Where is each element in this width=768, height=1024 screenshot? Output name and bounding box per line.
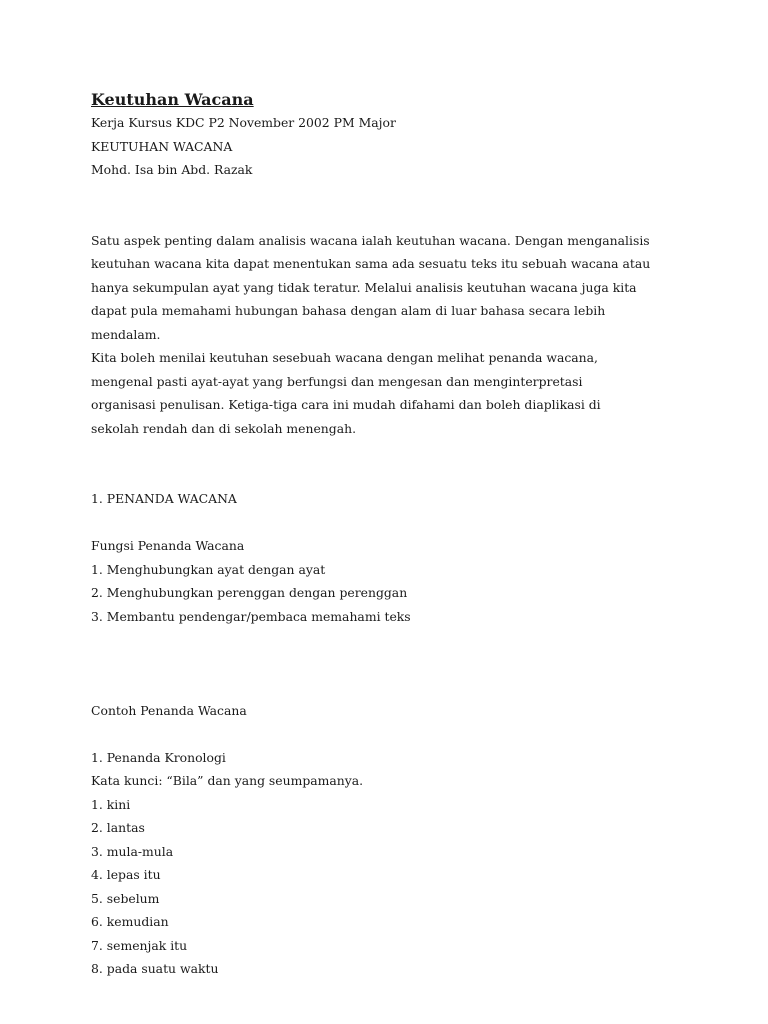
kronologi-list-item: 2. lantas — [91, 820, 145, 835]
kronologi-list-item: 8. pada suatu waktu — [91, 961, 219, 976]
kronologi-list-item: 4. lepas itu — [91, 867, 161, 882]
kronologi-subheading: 1. Penanda Kronologi — [91, 749, 226, 765]
kronologi-list-item: 6. kemudian — [91, 914, 169, 929]
fungsi-list-item: 1. Menghubungkan ayat dengan ayat — [91, 561, 326, 577]
kronologi-list-item: 3. mula-mula — [91, 843, 174, 859]
spacer — [91, 182, 651, 229]
meta-heading: KEUTUHAN WACANA — [91, 138, 233, 154]
section-heading-penanda-wacana: 1. PENANDA WACANA — [91, 491, 237, 506]
meta-course: Kerja Kursus KDC P2 November 2002 PM Major — [91, 115, 396, 130]
kronologi-list-item: 1. kini — [91, 796, 131, 812]
keyword-note: Kata kunci: “Bila” dan yang seumpamanya. — [91, 773, 364, 788]
intro-paragraph-2: Kita boleh menilai keutuhan sesebuah wacana dengan melihat penanda wacana, mengenal pasti ayat-ayat yang berfungsi dan mengesan dan menginterpretasi organisasi penulisan. Ketiga-tiga cara ini mudah difahami dan boleh diaplikasi di sekolah rendah dan di sekolah menengah. — [91, 350, 601, 436]
fungsi-heading: Fungsi Penanda Wacana — [91, 538, 245, 553]
fungsi-list-item: 2. Menghubungkan perenggan dengan perenggan — [91, 585, 408, 600]
meta-author: Mohd. Isa bin Abd. Razak — [91, 162, 253, 177]
kronologi-list-item: 5. sebelum — [91, 890, 160, 906]
document-title: Keutuhan Wacana — [91, 90, 254, 109]
spacer — [91, 628, 651, 699]
intro-paragraph-1: Satu aspek penting dalam analisis wacana ialah keutuhan wacana. Dengan menganalisis keutuhan wacana kita dapat menentukan sama ada sesuatu teks itu sebuah wacana atau hanya sekumpulan ayat yang tidak teratur. Melalui analisis keutuhan wacana juga kita dapat pula memahami hubungan bahasa dengan alam di luar bahasa secara lebih mendalam. — [91, 232, 651, 342]
contoh-heading: Contoh Penanda Wacana — [91, 702, 247, 718]
spacer — [91, 722, 651, 746]
spacer — [91, 511, 651, 535]
document-page — [91, 88, 651, 981]
kronologi-list-item: 7. semenjak itu — [91, 937, 188, 953]
fungsi-list-item: 3. Membantu pendengar/pembaca memahami teks — [91, 608, 411, 624]
spacer — [91, 440, 651, 487]
